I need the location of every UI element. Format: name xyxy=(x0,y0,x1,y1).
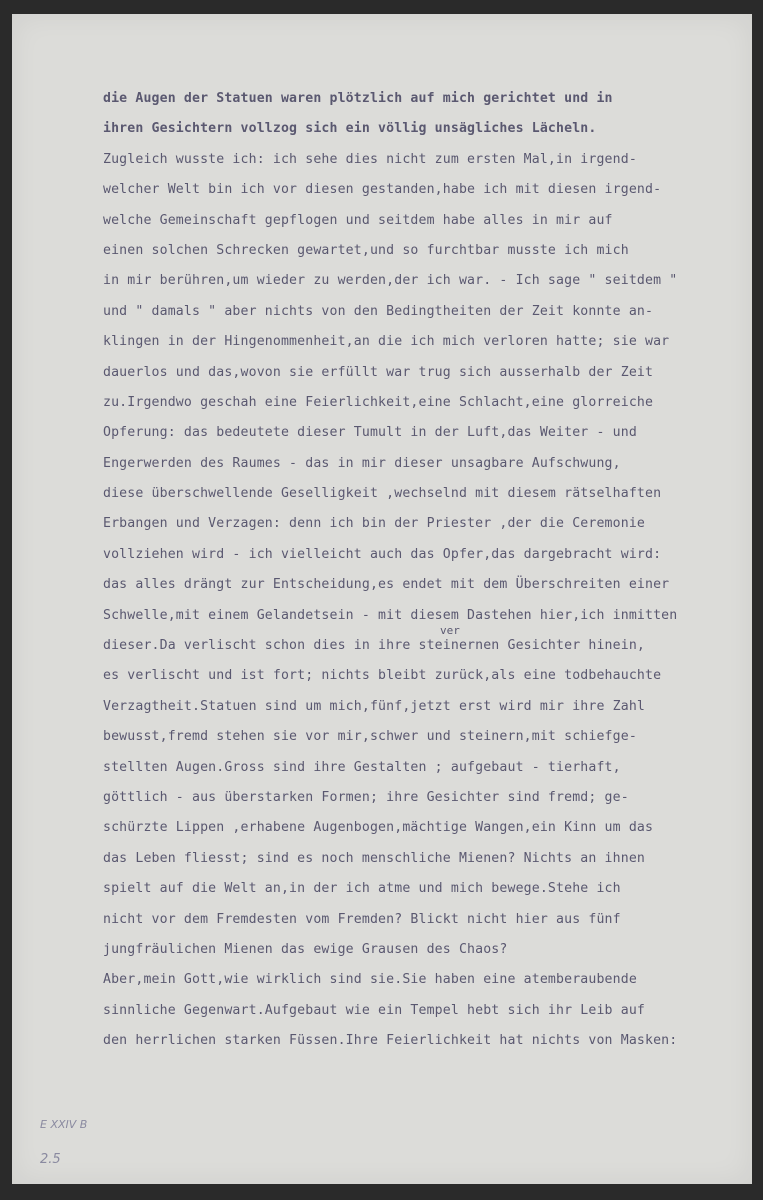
text-line: Verzagtheit.Statuen sind um mich,fünf,jetzt erst wird mir ihre Zahl xyxy=(103,698,645,714)
text-line: zu.Irgendwo geschah eine Feierlichkeit,eine Schlacht,eine glorreiche xyxy=(103,394,654,410)
text-line: jungfräulichen Mienen das ewige Grausen des Chaos? xyxy=(103,941,508,957)
text-line: Engerwerden des Raumes - das in mir dieser unsagbare Aufschwung, xyxy=(103,455,621,471)
text-line: Opferung: das bedeutete dieser Tumult in der Luft,das Weiter - und xyxy=(103,425,637,441)
text-line: die Augen der Statuen waren plötzlich auf mich gerichtet und in xyxy=(103,91,613,106)
text-line: Erbangen und Verzagen: denn ich bin der Priester ,der die Ceremonie xyxy=(103,516,645,532)
text-line: bewusst,fremd stehen sie vor mir,schwer und steinern,mit schiefge- xyxy=(103,729,637,745)
text-line: Schwelle,mit einem Gelandetsein - mit diesem Dastehen hier,ich inmitten xyxy=(103,607,678,623)
text-line: ihren Gesichtern vollzog sich ein völlig unsägliches Lächeln. xyxy=(103,121,597,137)
text-line: spielt auf die Welt an,in der ich atme und mich bewege.Stehe ich xyxy=(103,881,621,897)
text-line: klingen in der Hingenommenheit,an die ich mich verloren hatte; sie war xyxy=(103,334,670,350)
text-line: nicht vor dem Fremdesten vom Fremden? Blickt nicht hier aus fünf xyxy=(103,911,621,927)
text-line: schürzte Lippen ,erhabene Augenbogen,mächtige Wangen,ein Kinn um das xyxy=(103,820,654,836)
text-line: göttlich - aus überstarken Formen; ihre Gesichter sind fremd; ge- xyxy=(103,789,629,805)
text-line: einen solchen Schrecken gewartet,und so furchtbar musste ich mich xyxy=(103,242,629,258)
text-line: es verlischt und ist fort; nichts bleibt zurück,als eine todbehauchte xyxy=(103,668,662,684)
text-line: Aber,mein Gott,wie wirklich sind sie.Sie haben eine atemberaubende xyxy=(103,972,637,988)
text-line: vollziehen wird - ich vielleicht auch das Opfer,das dargebracht wird: xyxy=(103,546,662,562)
typescript-text xyxy=(103,84,743,1057)
typed-correction: ver xyxy=(440,624,460,637)
text-line: das alles drängt zur Entscheidung,es endet mit dem Überschreiten einer xyxy=(103,577,670,593)
text-line: diese überschwellende Geselligkeit ,wechselnd mit diesem rätselhaften xyxy=(103,486,662,502)
text-line: dauerlos und das,wovon sie erfüllt war trug sich ausserhalb der Zeit xyxy=(103,364,654,380)
text-line: und " damals " aber nichts von den Bedingtheiten der Zeit konnte an- xyxy=(103,303,654,319)
page-number: 2.5 xyxy=(40,1152,61,1167)
text-line: den herrlichen starken Füssen.Ihre Feierlichkeit hat nichts von Masken: xyxy=(103,1033,678,1049)
text-line: welche Gemeinschaft gepflogen und seitdem habe alles in mir auf xyxy=(103,212,613,228)
text-line: sinnliche Gegenwart.Aufgebaut wie ein Tempel hebt sich ihr Leib auf xyxy=(103,1002,645,1018)
text-line: stellten Augen.Gross sind ihre Gestalten ; aufgebaut - tierhaft, xyxy=(103,759,621,775)
text-line: Zugleich wusste ich: ich sehe dies nicht zum ersten Mal,in irgend- xyxy=(103,151,637,167)
text-line: welcher Welt bin ich vor diesen gestanden,habe ich mit diesen irgend- xyxy=(103,182,662,198)
archive-mark: E XXIV B xyxy=(40,1118,88,1131)
text-line: in mir berühren,um wieder zu werden,der ich war. - Ich sage " seitdem " xyxy=(103,273,678,289)
text-line: das Leben fliesst; sind es noch menschliche Mienen? Nichts an ihnen xyxy=(103,850,645,866)
text-line: dieser.Da verlischt schon dies in ihre steinernen Gesichter hinein, xyxy=(103,638,645,654)
